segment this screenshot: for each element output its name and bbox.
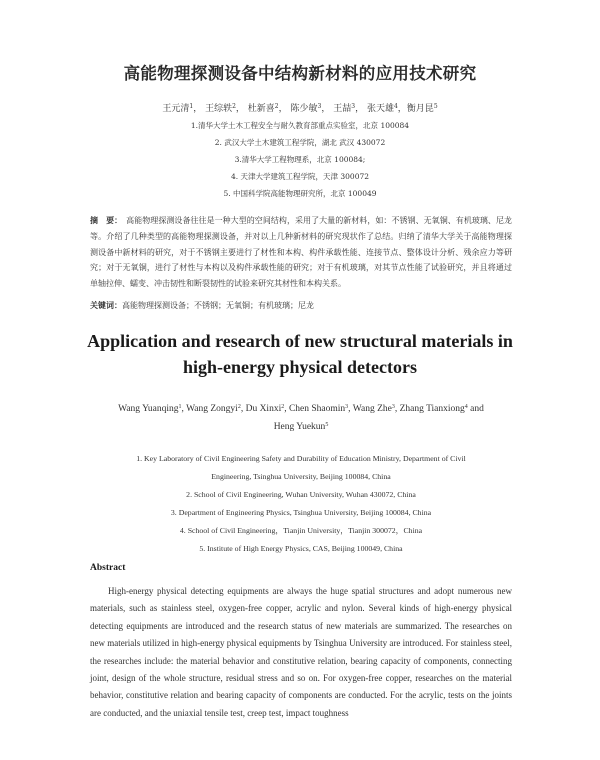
affiliation: 3.清华大学工程物理系，北京 100084;: [234, 155, 366, 164]
affiliation: 4. School of Civil Engineering，Tianjin University，Tianjin 300072，China: [179, 526, 423, 535]
affiliation: Engineering, Tsinghua University, Beijing 100084, China: [211, 472, 391, 481]
affiliation: 5. Institute of High Energy Physics, CAS, Beijing 100049, China: [199, 544, 403, 553]
author: 陈少敏$^3$: [290, 103, 322, 114]
author: Heng Yuekun$^5$: [273, 422, 329, 432]
chinese-abstract-label: 摘 要：: [90, 216, 123, 225]
chinese-authors: 王元清$^1$， 王综轶$^2$， 杜新喜$^2$， 陈少敏$^3$， 王喆$^3$， 张天雄$^4$，衡月昆$^5$: [162, 103, 438, 114]
author: Chen Shaomin$^3$,: [288, 404, 353, 414]
author: Zhang Tianxiong$^4$ and: [399, 404, 484, 414]
author: 张天雄$^4$: [366, 103, 398, 114]
english-title: [60, 328, 540, 380]
chinese-keywords-body: 高能物理探测设备；不锈钢；无氧铜；有机玻璃；尼龙: [122, 301, 314, 310]
english-authors-line: [90, 400, 512, 418]
affiliation: 2. 武汉大学土木建筑工程学院，湖北 武汉 430072: [214, 138, 386, 147]
author: Du Xinxi$^2$,: [245, 404, 289, 414]
author: 王综轶$^2$: [205, 103, 236, 114]
author: 王元清$^1$: [162, 103, 194, 114]
english-abstract-label: Abstract: [90, 563, 126, 573]
author: Wang Zongyi$^2$,: [186, 404, 246, 414]
affiliation: 1. Key Laboratory of Civil Engineering Safety and Durability of Education Ministry, Department of Civil: [136, 454, 466, 463]
running-header: [40, 0, 560, 4]
affiliation: 3. Department of Engineering Physics, Tsinghua University, Beijing 100084, China: [170, 508, 432, 517]
affiliation: 5. 中国科学院高能物理研究所，北京 100049: [223, 189, 377, 198]
affiliation: 1.清华大学土木工程安全与耐久教育部重点实验室，北京 100084: [190, 121, 410, 130]
english-abstract-body: High-energy physical detecting equipments are always the huge spatial structures and adopt numerous new materials, such as stainless steel, oxygen-free copper, acrylic and nylon. Several kinds of high-energy physical detecting equipments are introduced and the research status of new materials are summarized. The researches on new materials utilized in high-energy physical equipments by Tsinghua University are introduced. For stainless steel, the researches include: the material behavior and constitutive relation, bearing capacity of components, connecting joint, design of the whole structure, residual stress and so on. For oxygen-free copper, researches on the material behavior, constitutive relation and bearing capacity of components are conducted. For the acrylic, tests on the joints are conducted, and the uniaxial tensile test, creep test, impact toughness: [90, 586, 512, 718]
chinese-keywords: [90, 300, 512, 311]
chinese-affiliations: [0, 117, 600, 202]
author: 杜新喜$^2$: [247, 103, 279, 114]
english-title-line: Application and research of new structural materials in: [87, 331, 513, 351]
chinese-abstract-body: 高能物理探测设备往往是一种大型的空间结构，采用了大量的新材料，如：不锈钢、无氧铜、有机玻璃、尼龙等。介绍了几种类型的高能物理探测设备，并对以上几种新材料的研究现状作了总结。归纳了清华大学关于高能物理探测设备中新材料的研究，对于不锈钢主要进行了材性和本构、构件承载性能、连接节点、整体设计分析、残余应力等研究；对于无氧铜，进行了材性与本构以及构件承载性能的研究；对于有机玻璃，对其节点性能了试验研究，并且将通过单轴拉伸、蠕变、冲击韧性和断裂韧性的试验来研究其材性和本构关系。: [90, 216, 513, 289]
english-title-line: high-energy physical detectors: [183, 357, 417, 377]
chinese-keywords-label: 关键词：: [90, 301, 122, 310]
english-affiliations: [100, 450, 502, 558]
english-authors: [90, 400, 512, 436]
author: Wang Yuanqing$^1$,: [118, 404, 187, 414]
affiliation: 4. 天津大学建筑工程学院，天津 300072: [230, 172, 370, 181]
running-header-left: [80, 0, 197, 1]
chinese-title: 高能物理探测设备中结构新材料的应用技术研究: [123, 64, 477, 83]
chinese-abstract: [90, 213, 512, 292]
author: 衡月昆$^5$: [406, 103, 438, 114]
author: 王喆$^3$: [333, 103, 356, 114]
english-authors-line: [90, 418, 512, 436]
author: Wang Zhe$^3$,: [352, 404, 400, 414]
affiliation: 2. School of Civil Engineering, Wuhan University, Wuhan 430072, China: [186, 490, 416, 499]
running-header-right: [435, 0, 500, 1]
